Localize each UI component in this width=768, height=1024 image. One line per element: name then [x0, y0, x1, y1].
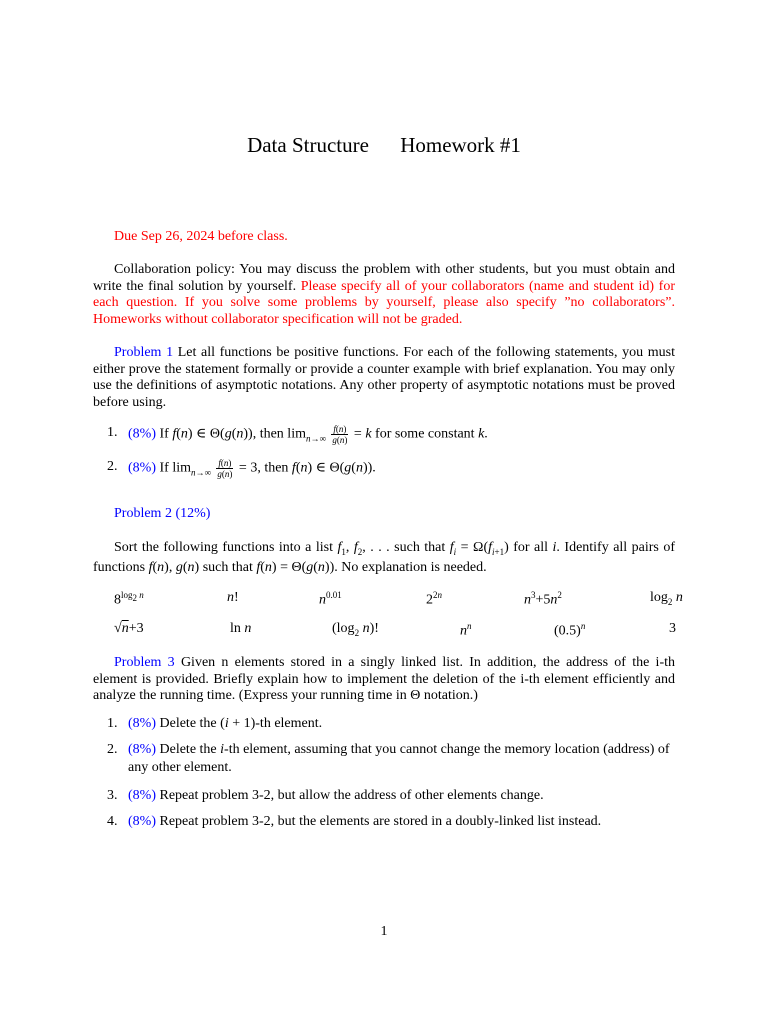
item-text: -th element, assuming that you cannot change the memory location (address) of any other element. [128, 742, 670, 775]
item-percent: (8%) [128, 788, 156, 803]
problem-3-item-1: 1. (8%) Delete the (i + 1)-th element. [107, 716, 323, 731]
page-title [0, 133, 768, 158]
p2-text-b: such that [394, 540, 446, 555]
item-number: 1. [107, 716, 118, 731]
item-text: Delete the [159, 742, 217, 757]
problem-3-item-2: 2. (8%) Delete the i-th element, assuming that you cannot change the memory location (address) of any other element. [107, 742, 670, 775]
problem-2-label: Problem 2 (12%) [114, 506, 211, 521]
problem-1-label: Problem 1 [114, 345, 174, 360]
problem-3-text: Given n elements stored in a singly linked list. In addition, the address of the i-th element is provided. Briefly explain how to implement the deletion of the i-th element efficiently and analyze the running time. (Express your running time in Θ notation.) [93, 655, 675, 703]
function-item: $\log_2 n$ [650, 590, 683, 607]
problem-3 [93, 655, 675, 705]
function-item: n! [227, 590, 239, 605]
function-item: ln n [230, 621, 252, 636]
item-text: -th element. [255, 716, 323, 731]
function-item: $8^{log_2 n}$ [114, 590, 144, 608]
item-text: Repeat problem 3-2, but the elements are stored in a doubly-linked list instead. [159, 814, 602, 829]
p2-text-a: Sort the following functions into a list [114, 540, 333, 555]
item-number: 2. [107, 459, 118, 474]
item-text: Repeat problem 3-2, but allow the address of other elements change. [159, 788, 544, 803]
item-percent: (8%) [128, 426, 156, 442]
homework-title: Homework #1 [400, 133, 521, 157]
p2-text-c: for all [513, 540, 549, 555]
problem-1 [93, 345, 675, 411]
problem-3-item-4 [107, 813, 675, 831]
policy-warning: Please specify all of your collaborators (name and student id) for each question. If you solve some problems by yourself, please also specify ”no collaborators”. Homeworks without collaborator specification will not be graded. [93, 278, 676, 327]
function-item: $(0.5)^n$ [554, 621, 586, 639]
function-item: $2^{2n}$ [426, 590, 442, 608]
problem-1-text: Let all functions be positive functions. For each of the following statements, you must either prove the statement formally or provide a counter example with brief explanation. You may only use the definitions of asymptotic notations. Any other property of asymptotic notations must be proved before using. [93, 345, 675, 410]
item-number: 4. [107, 814, 118, 829]
p2-text-d: . Identify all pairs of functions [93, 540, 676, 576]
item-number: 3. [107, 788, 118, 803]
problem-3-item-3 [107, 787, 675, 805]
p2-text-f: . No explanation is needed. [334, 560, 487, 576]
item-percent: (8%) [128, 814, 156, 829]
item-percent: (8%) [128, 742, 156, 757]
function-item: √n+3 [114, 621, 144, 636]
item-percent: (8%) [128, 460, 156, 476]
item-number: 1. [107, 425, 118, 440]
due-date: Due Sep 26, 2024 before class. [114, 229, 288, 244]
problem-3-label: Problem 3 [114, 655, 175, 670]
item-number: 2. [107, 742, 118, 757]
function-item: $n^n$ [460, 621, 472, 639]
item-percent: (8%) [128, 716, 156, 731]
function-item: ($\log_2$ n)! [332, 621, 379, 638]
page-number: 1 [380, 924, 388, 939]
collaboration-policy [93, 262, 675, 328]
function-item: $n^3+5n^2$ [524, 590, 562, 608]
function-item: 3 [669, 621, 676, 636]
course-title: Data Structure [247, 133, 369, 157]
function-item: $n^{0.01}$ [319, 590, 342, 608]
problem-1-item-1: 1. (8%) If f(n) ∈ Θ(g(n)), then $\lim_{n\to\infty}$ $\frac{f(n)}{g(n)}$ = k for some constant k. [107, 424, 488, 445]
item-text: Delete the [159, 716, 217, 731]
problem-2-text: Sort the following functions into a list $f_1$, $f_2$, . . . such that $f_i = \Omega(f_{i+1})$ for all i. Identify all pairs of functions f(n), g(n) such that f(n) = Θ(g(n)). No explanation is needed. [93, 540, 676, 576]
policy-text: Collaboration policy: You may discuss the problem with other students, but you must obtain and write the final solution by yourself. [93, 262, 675, 294]
problem-1-item-2: 2. (8%) If $\lim_{n\to\infty}$ $\frac{f(n)}{g(n)}$ = 3, then f(n) ∈ Θ(g(n)). [107, 458, 376, 479]
p2-text-e: such that [202, 560, 253, 576]
